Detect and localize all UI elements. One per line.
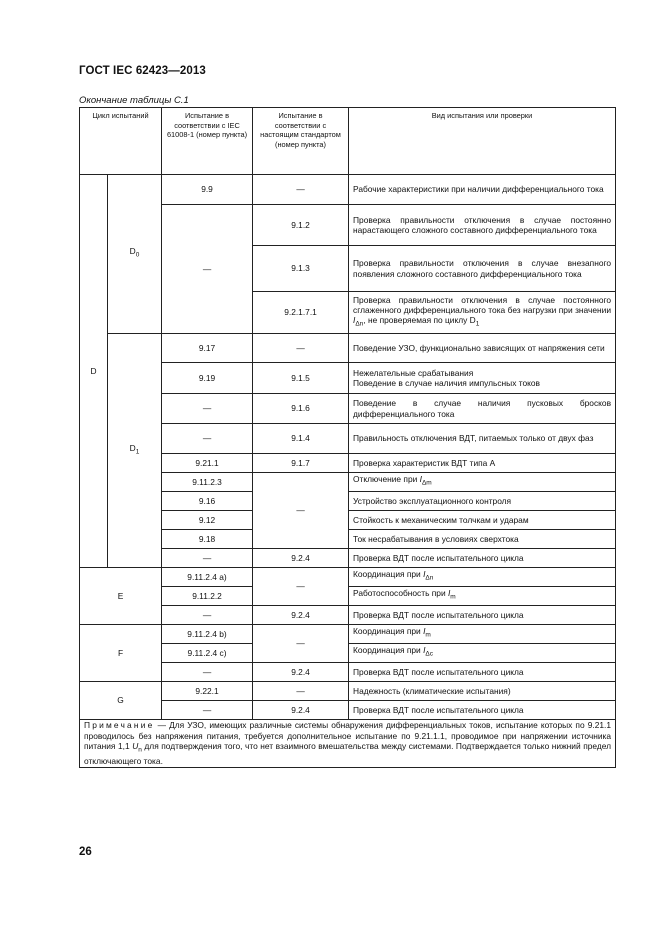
group-d: D — [80, 175, 108, 568]
kind-line-2: Поведение в случае наличия импульсных токов — [353, 378, 540, 388]
kind-text: Координация при — [353, 645, 424, 656]
cell-kind — [349, 363, 616, 394]
cell-iec: 9.11.2.4 a) — [162, 568, 253, 587]
kind-text-a: Проверка правильности отключения в случае постоянного сглаженного дифференциального тока без нагрузки при значении — [353, 294, 612, 315]
cell-kind: Устройство эксплуатационного контроля — [349, 492, 616, 511]
header-cycle: Цикл испытаний — [80, 108, 162, 175]
cell-std: — — [253, 682, 349, 701]
cell-iec: 9.12 — [162, 511, 253, 530]
cell-iec: — — [162, 663, 253, 682]
cell-kind: Правильность отключения ВДТ, питаемых только от двух фаз — [349, 424, 616, 454]
kind-text: Работоспособность при — [353, 588, 448, 599]
table-row — [80, 175, 616, 205]
table-row — [80, 625, 616, 644]
cell-std: 9.2.4 — [253, 663, 349, 682]
cell-std: 9.2.1.7.1 — [253, 292, 349, 334]
cell-iec: 9.22.1 — [162, 682, 253, 701]
cell-iec: — — [162, 424, 253, 454]
cell-std: 9.1.7 — [253, 454, 349, 473]
kind-symbol: I — [419, 474, 422, 485]
kind-symbol-sub: Δn — [425, 575, 434, 583]
cell-iec: 9.17 — [162, 334, 253, 363]
table-row — [80, 568, 616, 587]
cell-std: — — [253, 568, 349, 606]
kind-symbol-sub: Δm — [421, 480, 432, 488]
kind-text: Координация при — [353, 626, 424, 637]
table-note — [80, 720, 616, 768]
group-d0 — [108, 175, 162, 334]
group-d0-main: D — [129, 246, 136, 257]
kind-symbol: I — [423, 569, 426, 580]
header-iec: Испытание в соответствии с IEC 61008-1 (номер пункта) — [162, 108, 253, 175]
kind-symbol-sub: m — [450, 594, 456, 602]
cell-kind: Ток несрабатывания в условиях сверхтока — [349, 530, 616, 549]
header-std: Испытание в соответствии с настоящим стандартом (номер пункта) — [253, 108, 349, 175]
cell-std: — — [253, 625, 349, 663]
table-caption: Окончание таблицы С.1 — [79, 95, 189, 106]
cell-kind: Проверка правильности отключения в случае постоянно нарастающего сложного составного дифференциального тока — [349, 205, 616, 246]
cell-kind: Проверка ВДТ после испытательного цикла — [349, 701, 616, 720]
cell-std: — — [253, 175, 349, 205]
cell-std: — — [253, 334, 349, 363]
cell-std: 9.2.4 — [253, 549, 349, 568]
cell-kind: Проверка характеристик ВДТ типа А — [349, 454, 616, 473]
kind-symbol-sub: Δn — [355, 321, 364, 329]
cell-kind: Надежность (климатические испытания) — [349, 682, 616, 701]
kind-symbol: I — [423, 626, 426, 637]
kind-symbol-sub: Δc — [425, 651, 433, 659]
cell-kind: Проверка ВДТ после испытательного цикла — [349, 549, 616, 568]
cell-kind: Поведение УЗО, функционально зависящих от напряжения сети — [349, 334, 616, 363]
cell-iec: — — [162, 549, 253, 568]
note-symbol: U — [132, 741, 139, 752]
note-row — [80, 720, 616, 768]
cell-std: 9.2.4 — [253, 606, 349, 625]
cell-kind — [349, 644, 616, 663]
cell-kind: Проверка ВДТ после испытательного цикла — [349, 663, 616, 682]
cell-std: 9.1.3 — [253, 246, 349, 292]
cell-kind: Проверка правильности отключения в случае внезапного появления сложного составного дифференциального тока — [349, 246, 616, 292]
cell-iec: — — [162, 701, 253, 720]
cell-kind — [349, 292, 616, 334]
note-label: Примечание — [84, 720, 155, 730]
cell-iec: 9.11.2.3 — [162, 473, 253, 492]
cell-kind: Рабочие характеристики при наличии дифференциального тока — [349, 175, 616, 205]
cell-iec: 9.9 — [162, 175, 253, 205]
document-title: ГОСТ IEC 62423—2013 — [79, 65, 206, 77]
header-kind: Вид испытания или проверки — [349, 108, 616, 175]
cell-iec: 9.11.2.2 — [162, 587, 253, 606]
test-cycle-table — [79, 107, 616, 768]
group-d0-sub: 0 — [135, 252, 140, 260]
cell-iec: 9.19 — [162, 363, 253, 394]
group-d1 — [108, 334, 162, 568]
cell-kind — [349, 587, 616, 606]
cell-iec: — — [162, 606, 253, 625]
cell-iec: 9.18 — [162, 530, 253, 549]
cell-std: 9.1.6 — [253, 394, 349, 424]
cell-iec: — — [162, 205, 253, 334]
cell-kind — [349, 568, 616, 587]
cell-kind — [349, 473, 616, 492]
header-row — [80, 108, 616, 175]
kind-text: Отключение при — [353, 474, 420, 485]
group-d1-sub: 1 — [135, 448, 140, 456]
kind-symbol-sub: m — [425, 632, 431, 640]
group-e: E — [80, 568, 162, 625]
cell-kind: Стойкость к механическим толчкам и ударам — [349, 511, 616, 530]
group-d1-main: D — [129, 442, 136, 453]
cell-kind: Проверка ВДТ после испытательного цикла — [349, 606, 616, 625]
kind-text: Координация при — [353, 569, 424, 580]
table-row — [80, 682, 616, 701]
note-symbol-sub: n — [138, 746, 142, 754]
group-f: F — [80, 625, 162, 682]
cell-std: 9.1.4 — [253, 424, 349, 454]
cell-std: 9.1.2 — [253, 205, 349, 246]
cell-iec: 9.11.2.4 c) — [162, 644, 253, 663]
cell-std: 9.2.4 — [253, 701, 349, 720]
kind-symbol: I — [353, 315, 356, 326]
kind-symbol: I — [423, 645, 426, 656]
kind-symbol: I — [447, 588, 451, 599]
cell-iec: — — [162, 394, 253, 424]
cell-kind: Поведение в случае наличия пусковых бросков дифференциального тока — [349, 394, 616, 424]
cell-iec: 9.21.1 — [162, 454, 253, 473]
group-g: G — [80, 682, 162, 720]
note-text-b: для подтверждения того, что нет взаимного вмешательства между системами. Подтверждается только нижний предел отключающего тока. — [84, 741, 612, 767]
table-row — [80, 334, 616, 363]
page-number: 26 — [79, 846, 92, 858]
note-text-a: — Для УЗО, имеющих различные системы обнаружения дифференциальных токов, испытание которых по 9.21.1 проводилось без напряжения питания, требуется дополнительное испытание по 9.21.1.1, проводимое при напряжении источника питания 1,1 — [84, 720, 612, 752]
cell-std: 9.1.5 — [253, 363, 349, 394]
cell-iec: 9.16 — [162, 492, 253, 511]
cell-kind — [349, 625, 616, 644]
kind-text-b: , не проверяемая по циклу D — [363, 315, 476, 326]
kind-text-b-sub: 1 — [475, 321, 480, 329]
cell-std: — — [253, 473, 349, 549]
cell-iec: 9.11.2.4 b) — [162, 625, 253, 644]
kind-line-1: Нежелательные срабатывания — [353, 367, 474, 378]
